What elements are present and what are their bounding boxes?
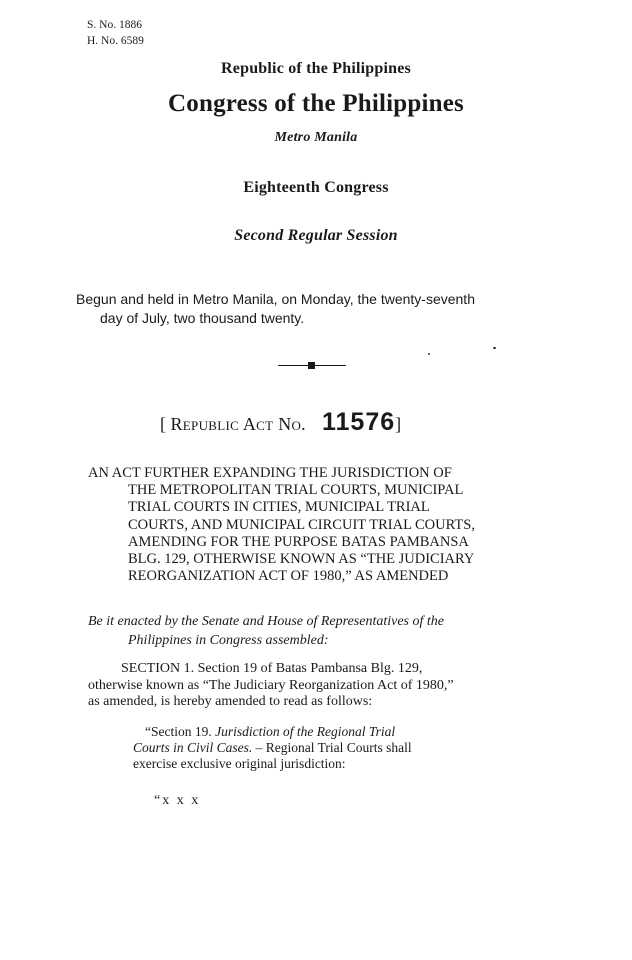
- quoted-section-19: [133, 724, 412, 771]
- house-bill-number: H. No. 6589: [87, 35, 144, 47]
- republic-act-label: Republic Act No.: [170, 414, 306, 434]
- enacting-clause: [88, 612, 444, 650]
- republic-act-title: [160, 408, 401, 437]
- quoted-line-1-prefix: “Section 19.: [145, 724, 216, 739]
- section-1: [88, 661, 454, 711]
- republic-heading: Republic of the Philippines: [221, 60, 411, 77]
- metro-manila-heading: Metro Manila: [274, 130, 358, 145]
- quoted-line-2: [133, 740, 412, 756]
- bill-numbers: [87, 17, 144, 49]
- quoted-line-2-text: – Regional Trial Courts shall: [252, 739, 412, 755]
- close-bracket: ]: [395, 414, 402, 434]
- act-title-line: REORGANIZATION ACT OF 1980,” AS AMENDED: [128, 568, 449, 585]
- scan-speck: [428, 353, 430, 355]
- session-heading: Second Regular Session: [234, 227, 398, 244]
- enacting-line-1: Be it enacted by the Senate and House of Representatives of the: [88, 614, 444, 629]
- enacting-line-2: Philippines in Congress assembled:: [128, 633, 329, 648]
- act-title: [88, 465, 475, 585]
- act-title-line: AMENDING FOR THE PURPOSE BATAS PAMBANSA: [128, 533, 469, 550]
- act-title-line: BLG. 129, OTHERWISE KNOWN AS “THE JUDICIARY: [128, 551, 475, 568]
- begun-line-1: Begun and held in Metro Manila, on Monday, the twenty-seventh: [76, 291, 475, 307]
- begun-line-2: day of July, two thousand twenty.: [100, 310, 305, 326]
- divider-square-icon: [308, 362, 315, 369]
- ellipsis-marker: “x x x: [154, 793, 201, 808]
- open-bracket: [: [160, 414, 171, 434]
- eighteenth-congress-heading: Eighteenth Congress: [243, 179, 389, 196]
- section-1-line: SECTION 1. Section 19 of Batas Pambansa Blg. 129,: [121, 661, 423, 676]
- senate-bill-number: S. No. 1886: [87, 19, 142, 31]
- act-title-line: COURTS, AND MUNICIPAL CIRCUIT TRIAL COURTS,: [128, 516, 475, 533]
- republic-act-number: 11576: [321, 408, 396, 436]
- ornamental-divider: [278, 360, 346, 372]
- act-title-line: TRIAL COURTS IN CITIES, MUNICIPAL TRIAL: [128, 499, 430, 516]
- quoted-line-2-heading: Courts in Civil Cases.: [133, 739, 253, 755]
- section-1-line: otherwise known as “The Judiciary Reorganization Act of 1980,”: [88, 677, 454, 693]
- act-title-line: THE METROPOLITAN TRIAL COURTS, MUNICIPAL: [128, 482, 464, 499]
- scan-speck: [493, 347, 496, 349]
- quoted-line-1-heading: Jurisdiction of the Regional Trial: [215, 724, 396, 739]
- quoted-line-1: [133, 724, 412, 740]
- begun-statement: [76, 290, 546, 328]
- congress-heading: Congress of the Philippines: [168, 90, 464, 117]
- quoted-line-3: exercise exclusive original jurisdiction:: [133, 755, 346, 771]
- act-title-line: AN ACT FURTHER EXPANDING THE JURISDICTION OF: [88, 465, 452, 481]
- section-1-line: as amended, is hereby amended to read as follows:: [88, 694, 373, 709]
